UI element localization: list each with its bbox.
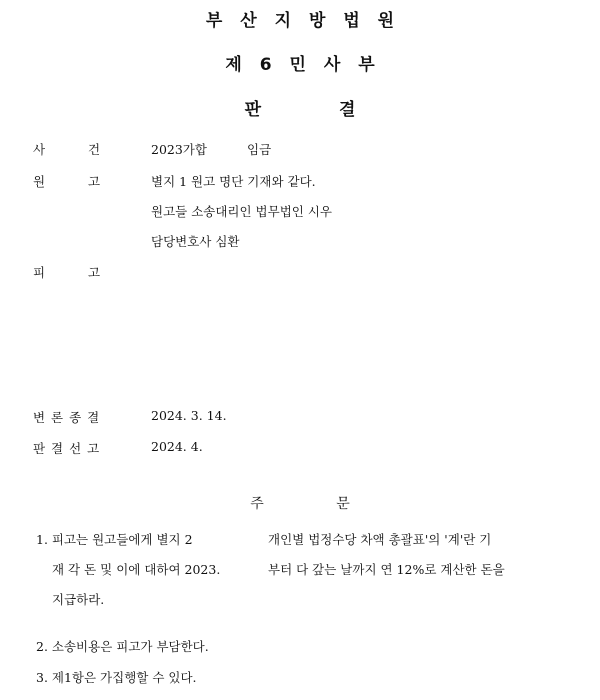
- case-label-char: 건: [88, 142, 101, 157]
- title-char: 결: [338, 100, 356, 120]
- order-item-1-line-3: 지급하라.: [52, 592, 105, 607]
- court-char: 산: [240, 11, 257, 31]
- plaintiff-line-1: 별지 1 원고 명단 기재와 같다.: [151, 174, 316, 189]
- order-title: [0, 493, 600, 513]
- court-char: 원: [377, 11, 395, 31]
- order-item-3: 3. 제1항은 가집행할 수 있다.: [36, 670, 197, 685]
- order-item-1-line-2-part-1: 재 각 돈 및 이에 대하여 2023.: [52, 562, 221, 577]
- case-name: 임금: [247, 142, 272, 157]
- order-item-2: 2. 소송비용은 피고가 부담한다.: [36, 639, 209, 654]
- order-item-1-part-2: 개인별 법정수당 차액 총괄표'의 '계'란 기: [268, 532, 492, 547]
- title-char: 판: [244, 100, 262, 120]
- plaintiff-line-2: 원고들 소송대리인 법무법인 시우: [151, 204, 332, 219]
- division-char: 제: [225, 55, 242, 75]
- court-char: 지: [274, 11, 292, 31]
- closing-label: 변 론 종 결: [33, 410, 101, 425]
- closing-date: 2024. 3. 14.: [151, 408, 227, 423]
- court-char: 부: [205, 11, 223, 31]
- division-name: [0, 50, 600, 75]
- case-number: 2023가합: [151, 142, 207, 157]
- defendant-label-char: 고: [88, 265, 101, 280]
- plaintiff-line-3: 담당변호사 심환: [151, 234, 240, 249]
- order-title-char: 주: [250, 496, 264, 512]
- division-char: 6: [259, 55, 272, 75]
- court-char: 법: [343, 11, 360, 31]
- judgment-label: 판 결 선 고: [33, 441, 101, 456]
- court-name: [0, 6, 600, 31]
- judgment-date: 2024. 4.: [151, 439, 203, 454]
- court-char: 방: [308, 11, 326, 31]
- division-char: 부: [358, 55, 375, 75]
- case-label-char: 사: [33, 142, 46, 157]
- division-char: 사: [323, 55, 341, 75]
- plaintiff-label-char: 원: [33, 174, 46, 189]
- document-title: [0, 95, 600, 120]
- division-char: 민: [289, 55, 306, 75]
- order-title-char: 문: [336, 496, 350, 512]
- order-item-1-line-2-part-2: 부터 다 갚는 날까지 연 12%로 계산한 돈을: [268, 562, 505, 577]
- order-item-1-part-1: 1. 피고는 원고들에게 별지 2: [36, 532, 193, 547]
- defendant-label-char: 피: [33, 265, 46, 280]
- plaintiff-label-char: 고: [88, 174, 101, 189]
